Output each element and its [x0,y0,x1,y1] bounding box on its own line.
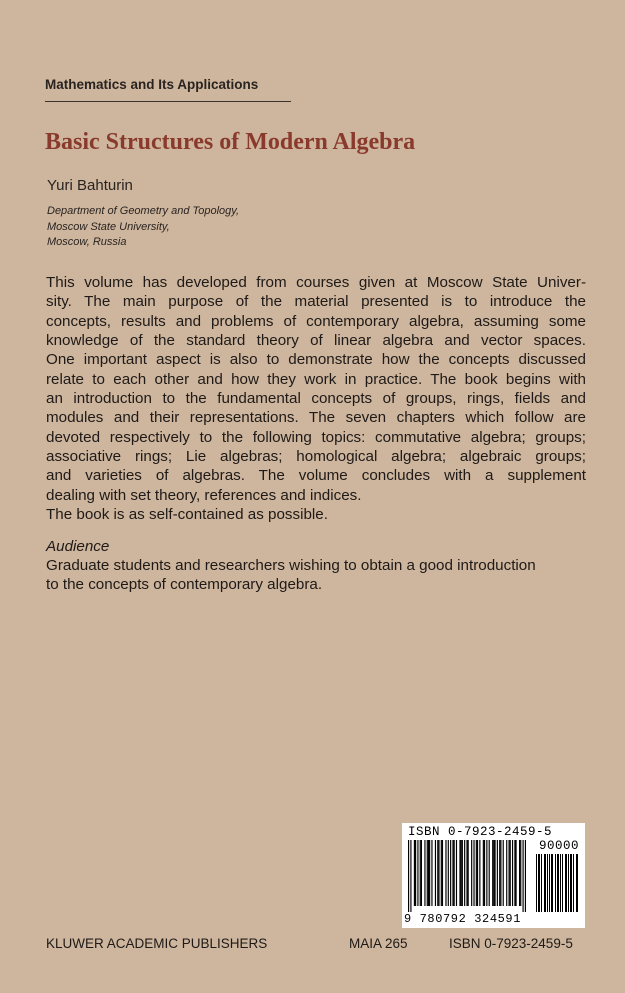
barcode-bar [415,840,416,906]
barcode-bar [438,840,439,906]
barcode-addon-digits: 90000 [538,839,579,853]
audience-text [46,556,606,595]
audience-heading: Audience [46,538,110,555]
barcode-isbn-text: ISBN 0-7923-2459-5 [408,825,553,839]
barcode-addon-bar [562,854,563,912]
barcode-bar [417,840,418,906]
barcode-bar [476,840,477,906]
description-line: dealing with set theory, references and indices. [46,486,362,504]
barcode-bar [510,840,511,906]
barcode-bar [519,840,520,906]
barcode-bar [520,840,521,906]
barcode-bar [493,840,494,906]
barcode-addon-bar [557,854,558,912]
description-line: sity. The main purpose of the material presented is to introduce the [46,293,586,311]
barcode-bar [441,840,442,906]
barcode-addon-bar [568,854,569,912]
barcode-bar [424,840,425,906]
barcode-bar [466,840,467,906]
barcode-addon-bar [547,854,548,912]
barcode-bar [464,840,465,906]
description-line: and varieties of algebras. The volume concludes with a supplement [46,467,586,485]
barcode-addon-bar [571,854,572,912]
author-affiliation [47,204,239,251]
barcode-bar [414,840,415,906]
barcode-bar [448,840,449,906]
barcode-addon-bar [552,854,553,912]
description-line: This volume has developed from courses given at Moscow State Univer- [46,274,586,291]
barcode-bar [506,840,507,906]
barcode-bar [525,840,526,912]
description-line: devoted respectively to the following topics: commutative algebra; groups; [46,428,586,446]
barcode-bar [468,840,469,906]
barcode-addon-bar [549,854,550,912]
barcode-bar [492,840,493,906]
barcode-bar [429,840,430,906]
barcode-bar [459,840,460,906]
description-line: associative rings; Lie algebras; homological algebra; algebraic groups; [46,448,586,466]
barcode-bar [462,840,463,906]
barcode-bar [484,840,485,906]
barcode-bar [497,840,498,906]
barcode-addon-bar [555,854,556,912]
barcode-addon-bar [570,854,571,912]
barcode-addon-bar [536,854,537,912]
barcode-bar [479,840,480,906]
description-line: modules and their representations. The seven chapters which follow are [46,409,586,427]
barcode-bar [500,840,501,906]
publisher-name: KLUWER ACADEMIC PUBLISHERS [46,936,268,951]
series-name: Mathematics and Its Applications [45,77,259,92]
barcode-bar [442,840,443,906]
barcode-bar [515,840,516,906]
barcode-addon-bar [573,854,574,912]
description-line: The book is as self-contained as possible. [46,506,328,524]
affiliation-line: Department of Geometry and Topology, [47,205,239,217]
barcode-bar [454,840,455,906]
book-title: Basic Structures of Modern Algebra [45,129,416,155]
barcode-bar [431,840,432,906]
barcode-addon-bar [560,854,561,912]
barcode-addon-bar [545,854,546,912]
barcode-bar [508,840,509,906]
barcode-addon-bar [577,854,578,912]
barcode-bar [437,840,438,906]
barcode-addon-bar [551,854,552,912]
series-underline [45,101,291,102]
barcode-bar [514,840,515,906]
barcode-bar [461,840,462,906]
affiliation-line: Moscow, Russia [47,236,127,248]
footer-isbn: ISBN 0-7923-2459-5 [449,936,573,951]
barcode-bar [486,840,487,906]
author-name: Yuri Bahturin [47,177,133,194]
barcode-addon-bar [576,854,577,912]
barcode-bar [494,840,495,906]
barcode-bar [499,840,500,906]
series-number: MAIA 265 [349,936,408,951]
barcode-addon-bar [565,854,566,912]
barcode-bar [450,840,451,906]
barcode-bar [420,840,421,906]
description-line: an introduction to the fundamental concepts of groups, rings, fields and [46,390,586,408]
barcode-bar [483,840,484,906]
description-line: One important aspect is also to demonstrate how the concepts discussed [46,351,586,369]
description-line: relate to each other and how they work in practice. The book begins with [46,370,586,388]
barcode-bar [477,840,478,906]
barcode-bar [410,840,411,912]
description-line: knowledge of the standard theory of linear algebra and vector spaces. [46,332,586,350]
barcode-bar [435,840,436,906]
barcode-addon-bar [541,854,542,912]
affiliation-line: Moscow State University, [47,220,170,233]
barcode-addon-bar [558,854,559,912]
barcode-bar [427,840,428,906]
barcode-bar [445,840,446,906]
barcode-bar [523,840,524,912]
barcode-bar [421,840,422,906]
barcode-bar [471,840,472,906]
audience-line: Graduate students and researchers wishing to obtain a good introduction [46,557,536,574]
barcode-addon-bar [566,854,567,912]
barcode-addon-bar [544,854,545,912]
barcode-bar [512,840,513,906]
barcode-bar [489,840,490,906]
book-description [46,273,586,524]
barcode-addon-bar [538,854,539,912]
barcode-addon-bar [539,854,540,912]
barcode-bar [408,840,409,912]
audience-line: to the concepts of contemporary algebra. [46,576,323,594]
barcode-bar [473,840,474,906]
isbn-barcode [402,823,585,928]
barcode-bar [452,840,453,906]
description-line: concepts, results and problems of contemporary algebra, assuming some [46,312,586,330]
barcode-ean-digits: 9 780792 324591 [404,912,522,926]
barcode-bar [456,840,457,906]
barcode-bar [503,840,504,906]
barcode-bar [428,840,429,906]
